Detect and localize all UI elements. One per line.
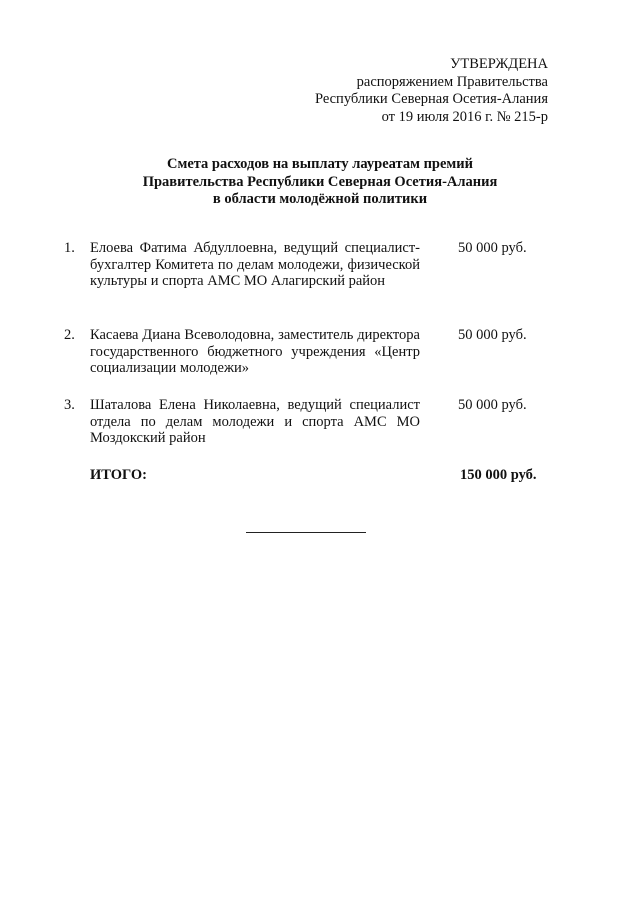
item-description: Елоева Фатима Абдуллоевна, ведущий специалист-бухгалтер Комитета по делам молодежи, физической культуры и спорта АМС МО Алагирский район [90,240,420,289]
item-number: 3. [64,397,75,413]
document-title [0,156,640,209]
approval-date-number: от 19 июля 2016 г. № 215-р [381,108,548,125]
title-line-2: Правительства Республики Северная Осетия-Алания [142,173,498,190]
approval-republic: Республики Северная Осетия-Алания [314,91,548,107]
title-line-3: в области молодёжной политики [212,191,428,207]
item-amount: 50 000 руб. [458,240,527,256]
item-description: Касаева Диана Всеволодовна, заместитель директора государственного бюджетного учреждения «Центр социализации молодежи» [90,327,420,376]
approval-heading: УТВЕРЖДЕНА [450,56,548,72]
item-number: 1. [64,240,75,256]
item-description: Шаталова Елена Николаевна, ведущий специалист отдела по делам молодежи и спорта АМС МО Моздокский район [90,397,420,446]
item-number: 2. [64,327,75,343]
approval-stamp [315,56,548,126]
approval-authority: распоряжением Правительства [356,73,548,90]
end-divider [246,532,366,533]
title-line-1: Смета расходов на выплату лауреатам премий [166,156,474,172]
total-value: 150 000 руб. [460,467,537,483]
total-label: ИТОГО: [90,467,148,483]
item-amount: 50 000 руб. [458,327,527,343]
item-amount: 50 000 руб. [458,397,527,413]
